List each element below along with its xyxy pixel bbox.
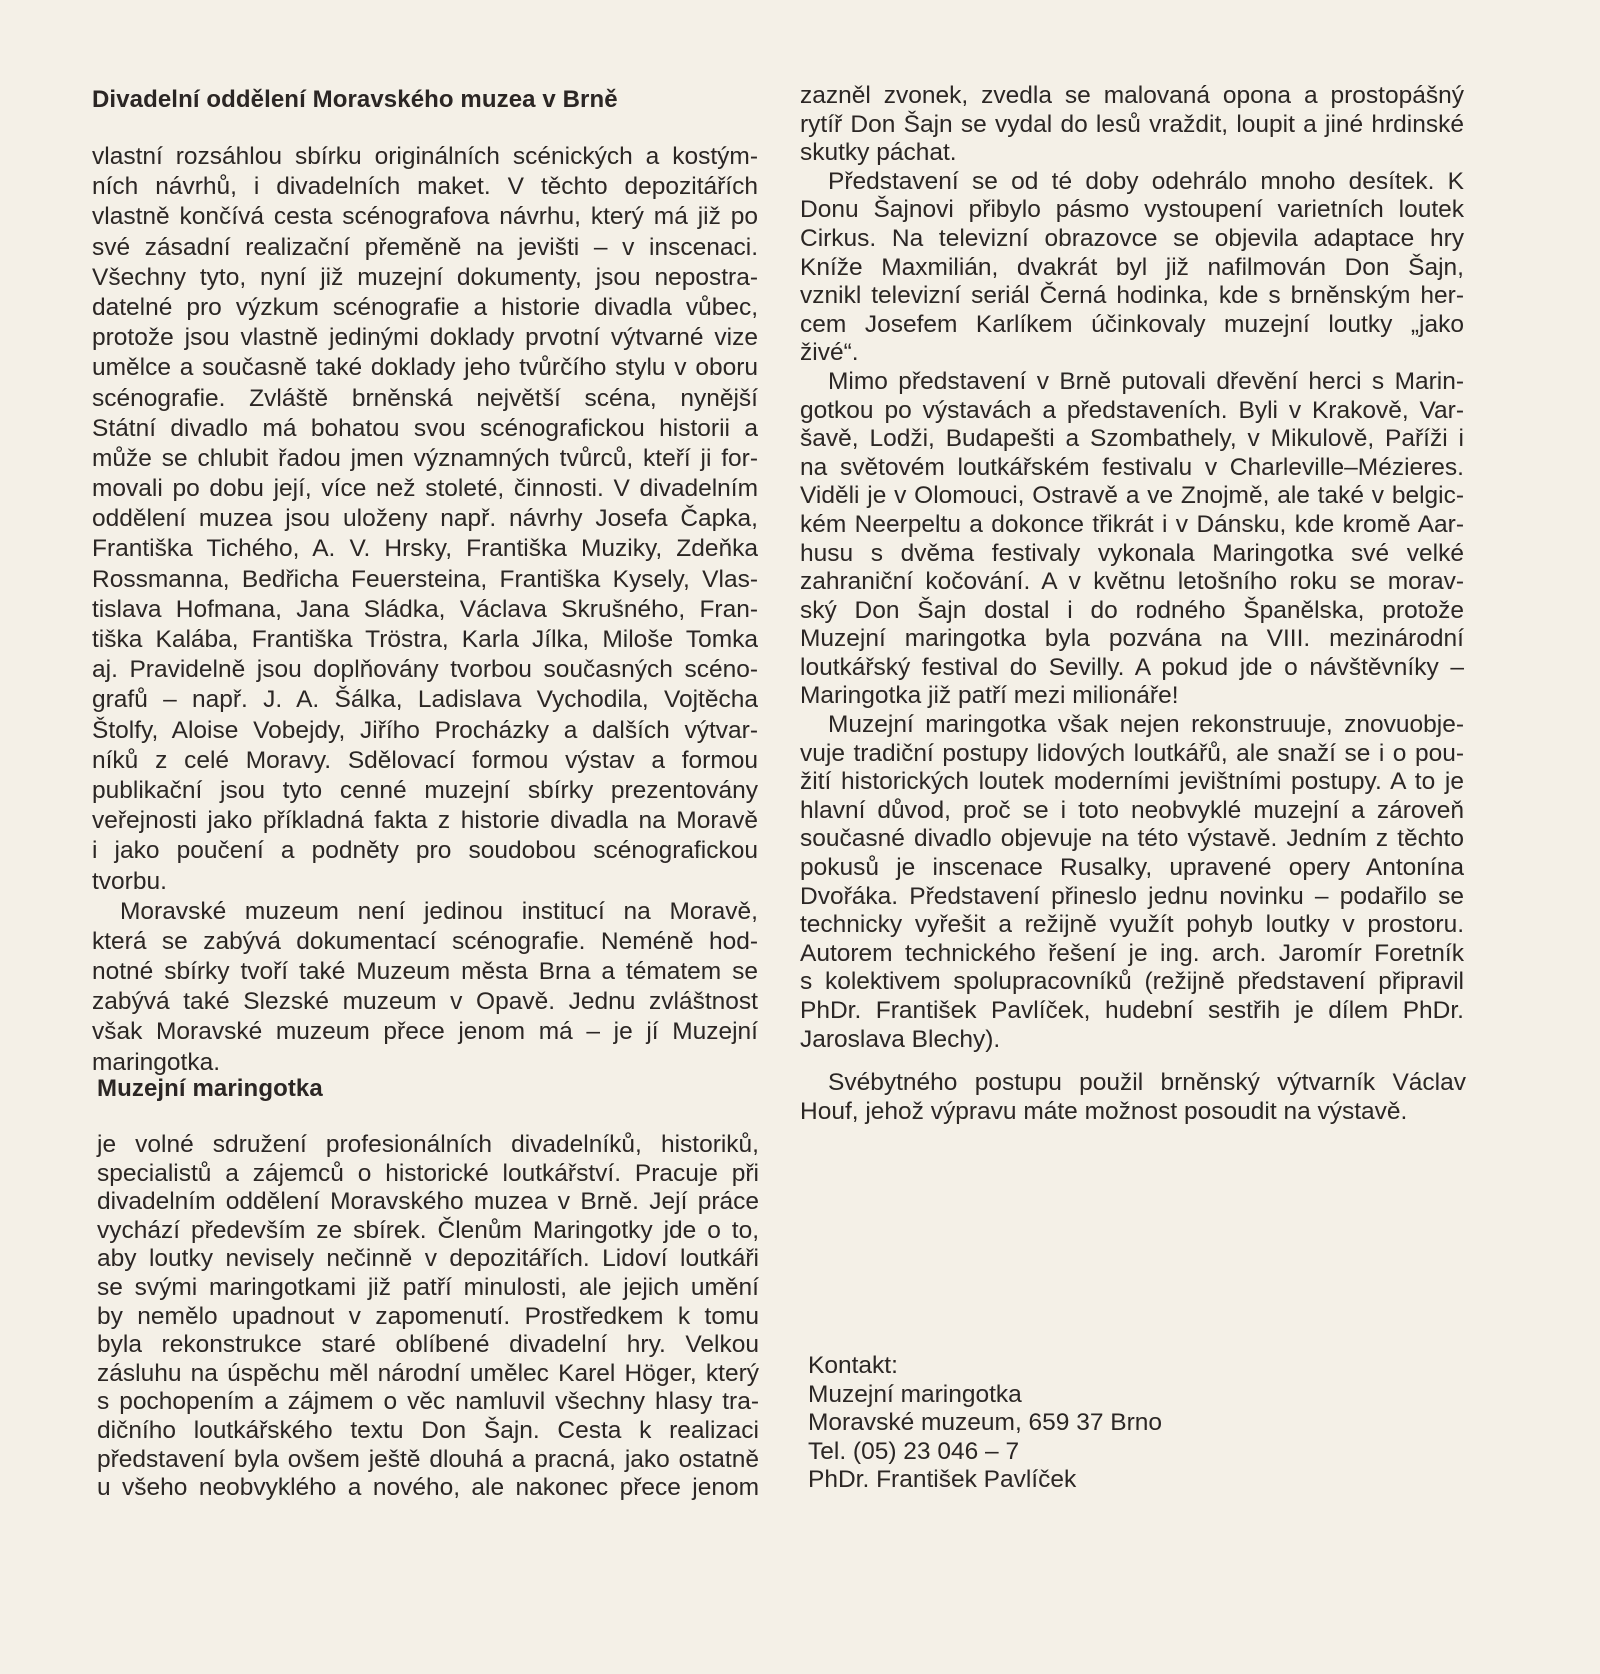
text-line: vlastně končívá cesta scénografova návrhu, který má již po [92,203,758,231]
text-line: s kolektivem spolupracovníků (režijně představení připravil [800,968,1464,996]
text-line: PhDr. František Pavlíček, hudební sestřih je dílem PhDr. [800,997,1464,1024]
text-line: Autorem technického řešení je ing. arch. Jaromír Foretník [800,939,1464,967]
text-line: současné divadlo objevuje na této výstavě. Jedním z těchto [800,825,1464,853]
text-line: byla rekonstrukce staré oblíbené divadelní hry. Velkou [97,1331,759,1359]
text-line: Františka Tichého, A. V. Hrsky, Františka Muziky, Zdeňka [92,535,758,563]
text-line: cem Josefem Karlíkem účinkovaly muzejní loutky „jako [800,310,1464,338]
text-line: žití historických loutek moderními jevištními postupy. A to je [800,768,1464,796]
heading-museum-maringotka: Muzejní maringotka [97,1075,323,1102]
section-theatre-department-text [92,142,758,1078]
text-line: Mimo představení v Brně putovali dřevění herci s Marin- [828,367,1464,395]
text-line: s pochopením a zájmem o věc namluvil všechny hlasy tra- [97,1388,759,1416]
text-line: tvorbu. [92,867,167,895]
text-line: vznikl televizní seriál Černá hodinka, kde s brněnským her- [800,282,1464,310]
text-line: tiška Kalába, Františka Tröstra, Karla Jílka, Miloše Tomka [92,626,758,653]
text-line: datelné pro výzkum scénografie a historie divadla vůbec, [92,293,758,321]
text-line: Představení se od té doby odehrálo mnoho desítek. K [828,167,1464,195]
text-line: Houf, jehož výpravu máte možnost posoudit na výstavě. [800,1097,1408,1125]
text-line: Cirkus. Na televizní obrazovce se objevila adaptace hry [800,224,1464,252]
text-line: Moravské muzeum, 659 37 Brno [808,1409,1163,1437]
text-line: Muzejní maringotka [808,1380,1022,1408]
text-line: veřejnosti jako příkladná fakta z historie divadla na Moravě [92,807,758,835]
text-line: dičního loutkářského textu Don Šajn. Cesta k realizaci [97,1416,759,1444]
text-line: vuje tradiční postupy lidových loutkářů, ale snaží se i o pou- [800,739,1464,767]
text-line: hlavní důvod, proč se i toto neobvyklé muzejní a zároveň [800,796,1464,824]
text-line: pokusů je inscenace Rusalky, upravené opery Antonína [800,854,1464,882]
text-line: Kníže Maxmilián, dvakrát byl již nafilmován Don Šajn, [800,253,1464,281]
text-line: ský Don Šajn dostal i do rodného Španělska, protože [800,596,1464,624]
text-line: Všechny tyto, nyní již muzejní dokumenty, jsou nepostra- [92,263,758,291]
text-line: divadelním oddělení Moravského muzea v Brně. Její práce [97,1188,759,1216]
text-line: zahraniční kočování. A v květnu letošního roku se morav- [800,568,1464,596]
text-line: Viděli je v Olomouci, Ostravě a ve Znojmě, ale také v belgic- [800,482,1464,510]
text-line: Jaroslava Blechy). [800,1025,1001,1053]
text-line: PhDr. František Pavlíček [808,1466,1077,1494]
text-line: která se zabývá dokumentací scénografie. Neméně hod- [92,927,758,955]
text-line: aj. Pravidelně jsou doplňovány tvorbou současných scéno- [92,656,758,684]
text-line: zásluhu na úspěchu měl národní umělec Karel Höger, který [97,1359,759,1387]
text-line: maringotka. [92,1048,221,1076]
closing-paragraph [800,1069,1466,1126]
text-line: notné sbírky tvoří také Muzeum města Brna a tématem se [92,958,758,986]
text-line: kém Neerpeltu a dokonce třikrát i v Dánsku, kde kromě Aar- [800,510,1464,538]
text-line: je volné sdružení profesionálních divadelníků, historiků, [97,1131,759,1158]
text-line: vychází především ze sbírek. Členům Maringotky jde o to, [97,1216,759,1244]
text-line: své zásadní realizační přeměně na jevišti – v inscenaci. [92,233,758,261]
text-line: technicky vyřešit a režijně využít pohyb loutky v prostoru. [800,911,1464,939]
text-line: by nemělo upadnout v zapomenutí. Prostředkem k tomu [97,1302,759,1330]
text-line: aby loutky nevisely nečinně v depozitářích. Lidoví loutkáři [97,1245,759,1273]
text-line: gotkou po výstavách a představeních. Byli v Krakově, Var- [800,396,1464,424]
text-line: zazněl zvonek, zvedla se malovaná opona a prostopášný [800,82,1464,109]
text-line: vlastní rozsáhlou sbírku originálních scénických a kostým- [92,143,758,170]
text-line: Dvořáka. Představení přineslo jednu novinku – podařilo se [800,882,1464,910]
text-line: však Moravské muzeum přece jenom má – je jí Muzejní [92,1018,758,1046]
text-line: loutkářský festival do Sevilly. A pokud jde o návštěvníky – [800,653,1464,681]
text-line: Státní divadlo má bohatou svou scénografickou historii a [92,414,758,442]
text-line: specialistů a zájemců o historické loutkářství. Pracuje při [97,1159,759,1187]
section-maringotka-text [97,1131,759,1503]
text-line: může se chlubit řadou jmen významných tvůrců, kteří ji for- [92,444,758,472]
text-line: tislava Hofmana, Jana Sládka, Václava Skrušného, Fran- [92,595,758,623]
heading-theatre-department: Divadelní oddělení Moravského muzea v Brně [92,86,618,113]
text-line: i jako poučení a podněty pro soudobou scénografickou [92,837,758,865]
text-line: grafů – např. J. A. Šálka, Ladislava Vychodila, Vojtěcha [92,686,758,714]
text-line: protože jsou vlastně jedinými doklady prvotní výtvarné vize [92,324,758,352]
text-line: představení byla ovšem ještě dlouhá a pracná, jako ostatně [97,1445,759,1473]
text-line: Štolfy, Aloise Vobejdy, Jiřího Procházky a dalších výtvar- [92,716,758,744]
text-line: Muzejní maringotka však nejen rekonstruuje, znovuobje- [828,711,1464,739]
text-line: Muzejní maringotka byla pozvána na VIII. mezinárodní [800,625,1464,653]
text-line: ních návrhů, i divadelních maket. V těchto depozitářích [92,173,758,201]
text-line: scénografie. Zvláště brněnská největší scéna, nynější [92,384,758,412]
text-line: skutky páchat. [800,139,957,167]
text-line: rytíř Don Šajn se vydal do lesů vraždit, loupit a jiné hrdinské [800,110,1464,138]
text-line: živé“. [800,339,859,367]
text-line: husu s dvěma festivaly vykonala Maringotka své velké [800,539,1464,567]
text-line: zabývá také Slezské muzeum v Opavě. Jednu zvláštnost [92,988,758,1016]
contact-block [808,1352,1308,1495]
text-line: Svébytného postupu použil brněnský výtvarník Václav [828,1069,1466,1096]
right-column-text [800,82,1464,1054]
text-line: na světovém loutkářském festivalu v Charleville–Mézieres. [800,453,1464,481]
text-line: u všeho neobvyklého a nového, ale nakonec přece jenom [97,1474,759,1502]
text-line: movali po dobu její, více než stoleté, činnosti. V divadelním [92,475,758,503]
text-line: umělce a současně také doklady jeho tvůrčího stylu v oboru [92,354,758,382]
text-line: Donu Šajnovi přibylo pásmo vystoupení varietních loutek [800,196,1464,224]
text-line: Maringotka již patří mezi milionáře! [800,682,1179,710]
text-line: publikační jsou tyto cenné muzejní sbírky prezentovány [92,776,758,804]
text-line: Tel. (05) 23 046 – 7 [808,1437,1020,1465]
text-line: Rossmanna, Bedřicha Feuersteina, Františka Kysely, Vlas- [92,565,758,593]
text-line: Kontakt: [808,1352,898,1379]
text-line: se svými maringotkami již patří minulosti, ale jejich umění [97,1273,759,1301]
text-line: níků z celé Moravy. Sdělovací formou výstav a formou [92,746,758,774]
text-line: šavě, Lodži, Budapešti a Szombathely, v Mikulově, Paříži i [800,425,1464,453]
text-line: oddělení muzea jsou uloženy např. návrhy Josefa Čapka, [92,505,758,533]
text-line: Moravské muzeum není jedinou institucí na Moravě, [120,897,758,925]
